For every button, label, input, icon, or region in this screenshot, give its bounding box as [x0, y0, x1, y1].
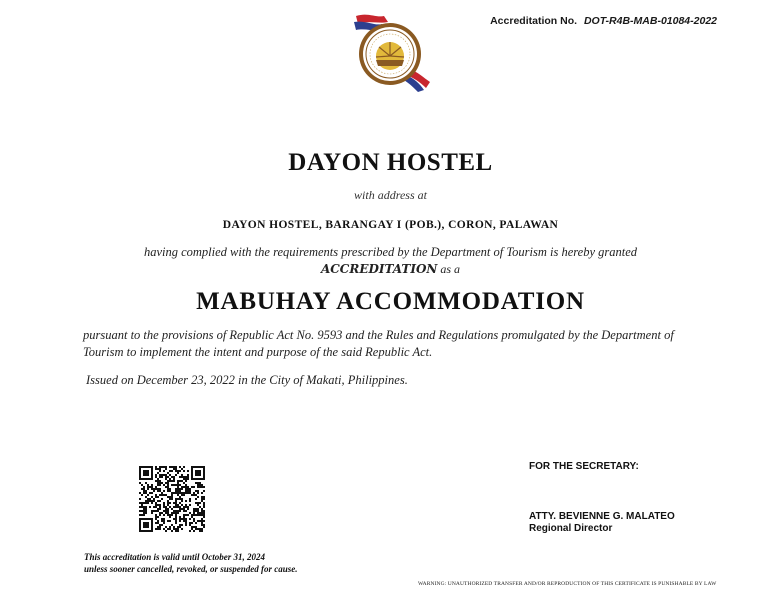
accreditation-value: DOT-R4B-MAB-01084-2022	[583, 15, 717, 27]
granted-line	[0, 262, 781, 277]
validity-line-2: unless sooner cancelled, revoked, or suspended for cause.	[84, 564, 298, 574]
validity-note	[84, 551, 298, 575]
compliance-text: having complied with the requirements prescribed by the Department of Tourism is hereby granted	[143, 245, 638, 259]
accreditation-word: ACCREDITATION	[320, 262, 438, 276]
accommodation-category: MABUHAY ACCOMMODATION	[196, 288, 585, 315]
issued-text: Issued on December 23, 2022 in the City of Makati, Philippines.	[86, 373, 408, 387]
qr-code-icon	[139, 466, 205, 532]
for-secretary-label: FOR THE SECRETARY:	[529, 461, 639, 472]
signatory-title: Regional Director	[529, 523, 613, 534]
signatory-name: ATTY. BEVIENNE G. MALATEO	[529, 511, 675, 522]
with-address-text: with address at	[354, 188, 427, 202]
dot-seal-icon	[348, 10, 434, 92]
validity-line-1: This accreditation is valid until October 31, 2024	[84, 552, 266, 562]
establishment-name: DAYON HOSTEL	[288, 149, 493, 176]
accreditation-label: Accreditation No.	[490, 15, 578, 27]
establishment-address: DAYON HOSTEL, BARANGAY I (POB.), CORON, PALAWAN	[222, 219, 559, 231]
granted-suffix: as a	[440, 262, 461, 276]
warning-text: WARNING: UNAUTHORIZED TRANSFER AND/OR REPRODUCTION OF THIS CERTIFICATE IS PUNISHABLE BY LAW	[418, 581, 717, 587]
accreditation-number	[490, 15, 717, 27]
pursuant-text: pursuant to the provisions of Republic Act No. 9593 and the Rules and Regulations promulgated by the Department of Tourism to implement the intent and purpose of the said Republic Act.	[83, 328, 674, 359]
